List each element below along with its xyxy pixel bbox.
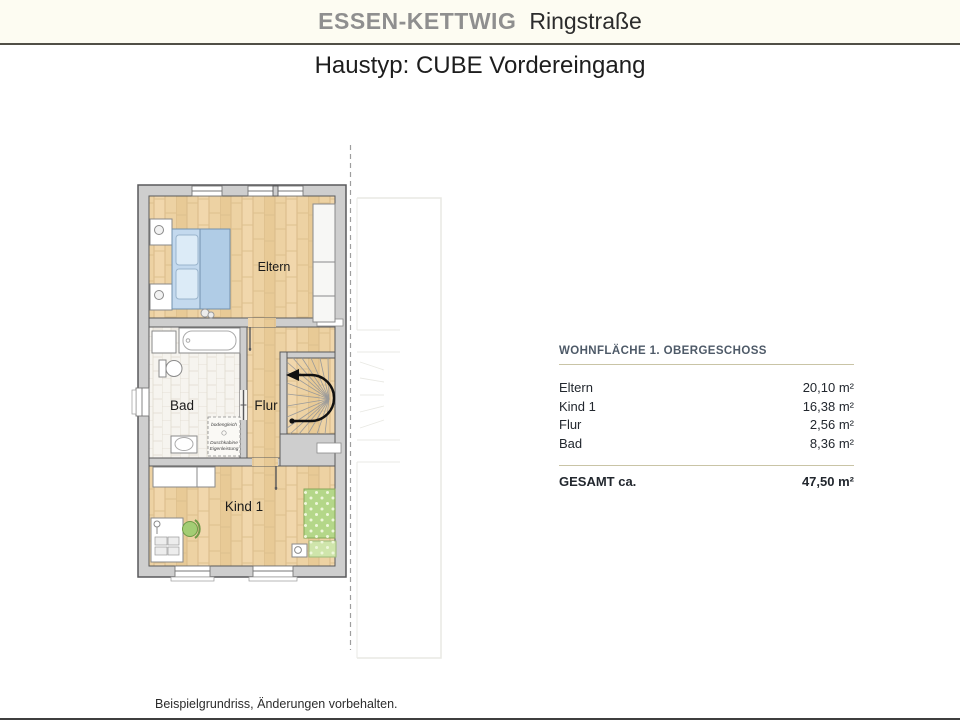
plant-icon <box>208 312 214 318</box>
house-type-subtitle: Haustyp: CUBE Vordereingang <box>314 52 646 79</box>
room-label-bad: Bad <box>169 398 195 413</box>
table-row <box>559 398 854 417</box>
table-row <box>559 416 854 435</box>
row-value: 20,10 m² <box>802 380 854 395</box>
row-value: 16,38 m² <box>802 398 854 414</box>
room-label-kind1: Kind 1 <box>224 499 264 514</box>
bed-pillow <box>176 235 198 265</box>
row-label: Flur <box>559 417 582 433</box>
table-rows <box>559 379 854 453</box>
kids-wardrobe <box>197 467 215 487</box>
shower-note-2: Duschkabine <box>210 441 238 446</box>
table-title: WOHNFLÄCHE 1. OBERGESCHOSS <box>559 345 854 365</box>
row-value: 2,56 m² <box>809 417 854 433</box>
bath-cabinet <box>152 331 176 353</box>
desk-chair <box>183 522 198 537</box>
living-area-table <box>559 345 854 489</box>
lamp-icon <box>155 291 164 300</box>
location-title: ESSEN-KETTWIG <box>318 8 517 34</box>
street-title: Ringstraße <box>529 8 642 34</box>
lamp-icon <box>155 226 164 235</box>
bed-pillow <box>176 269 198 299</box>
shower-note-1: bodengleich <box>211 423 237 428</box>
row-label: Bad <box>559 435 583 451</box>
shower-area <box>208 417 240 456</box>
table-row <box>559 379 854 398</box>
wall-niche-bottom <box>317 443 341 453</box>
total-label: GESAMT ca. <box>559 474 637 490</box>
row-value: 8,36 m² <box>809 435 854 451</box>
disclaimer-text: Beispielgrundriss, Änderungen vorbehalten. <box>155 697 398 711</box>
neighbor-house-outline <box>357 198 441 658</box>
row-label: Eltern <box>559 380 593 395</box>
table-row <box>559 435 854 454</box>
row-label: Kind 1 <box>559 398 596 414</box>
wardrobe <box>313 204 335 322</box>
kids-wardrobe <box>153 467 197 487</box>
room-label-eltern: Eltern <box>257 260 291 274</box>
room-label-flur: Flur <box>254 398 278 413</box>
total-value: 47,50 m² <box>801 474 854 490</box>
toilet <box>159 360 166 377</box>
table-total-row <box>559 465 854 489</box>
shower-note-3: Eigenleistung <box>209 447 239 452</box>
bed-blanket <box>200 229 230 309</box>
